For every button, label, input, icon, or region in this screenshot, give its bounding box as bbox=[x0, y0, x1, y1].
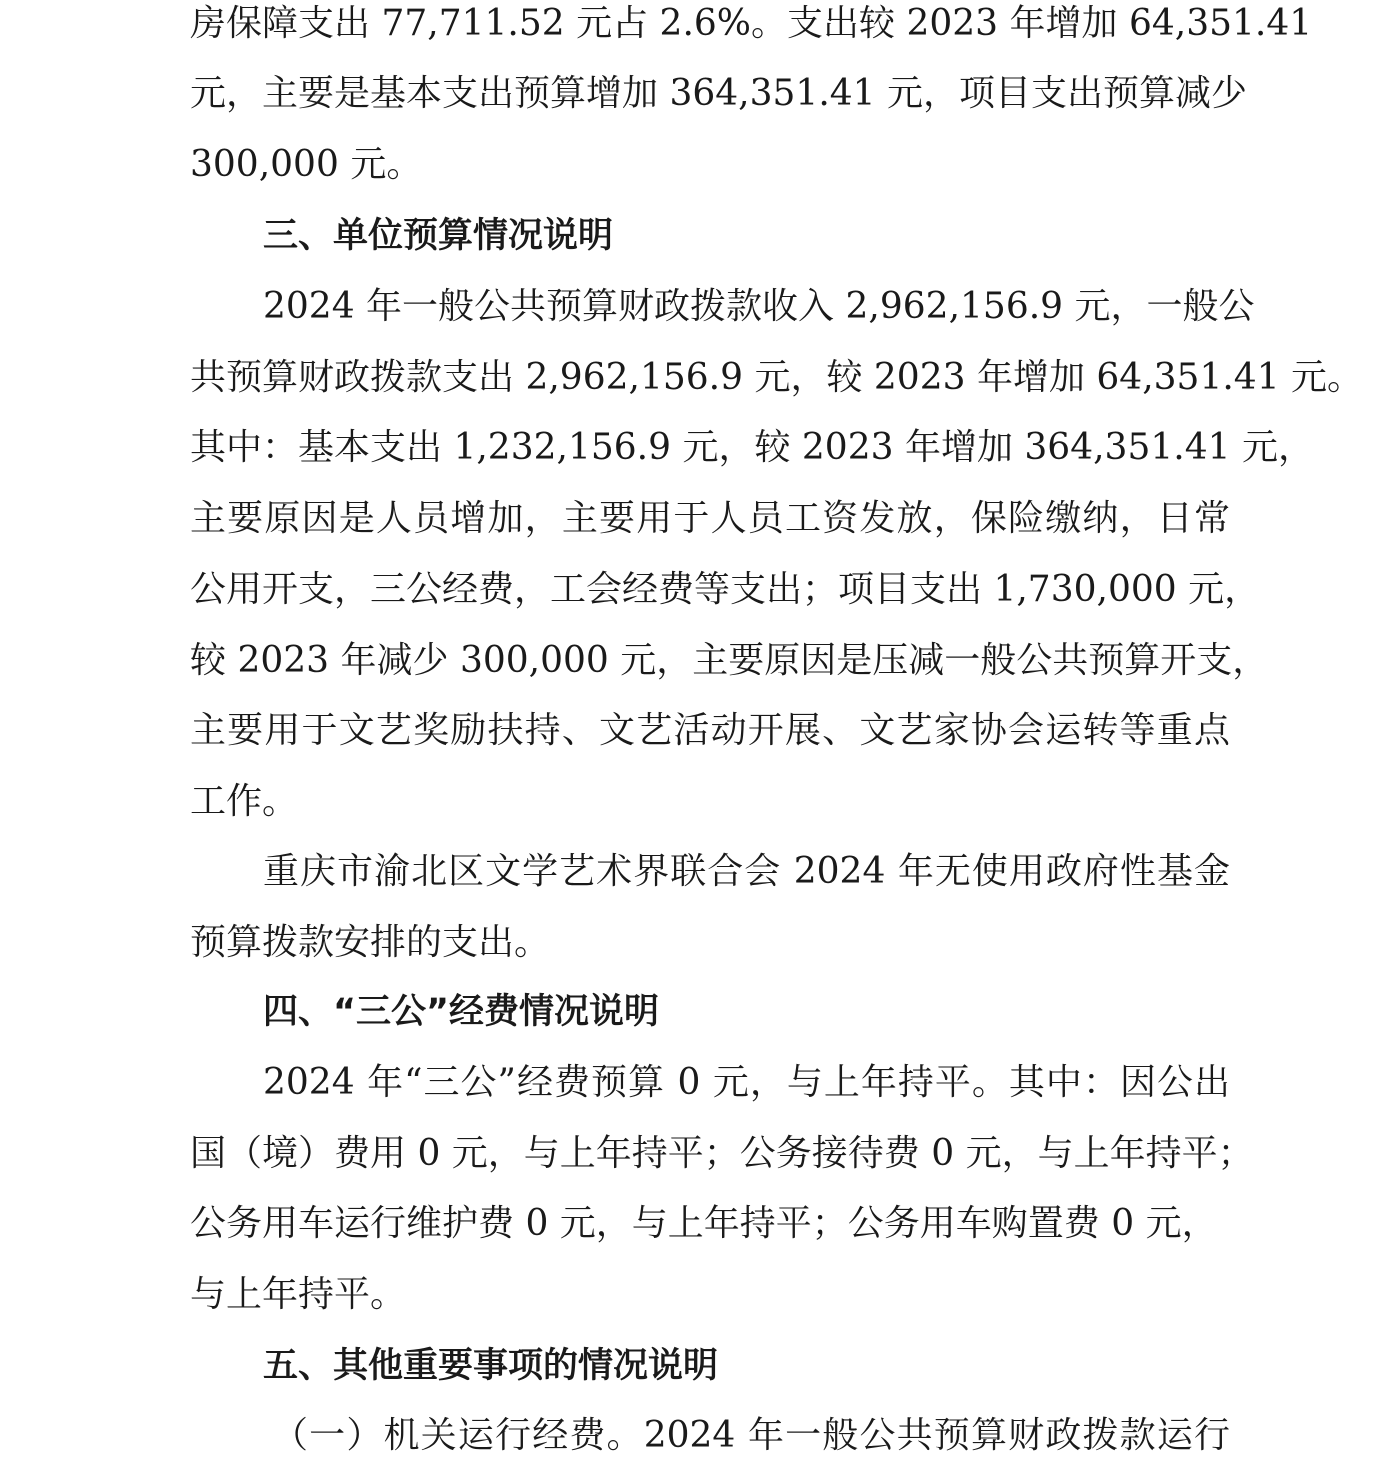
paragraph-line: 房保障支出 77,711.52 元占 2.6%。支出较 2023 年增加 64,351.41 bbox=[190, 3, 1313, 44]
paragraph-line: 国（境）费用 0 元，与上年持平；公务接待费 0 元，与上年持平； bbox=[190, 1133, 1254, 1174]
paragraph-line: （一）机关运行经费。2024 年一般公共预算财政拨款运行 bbox=[272, 1415, 1230, 1456]
paragraph-line: 公用开支，三公经费，工会经费等支出；项目支出 1,730,000 元， bbox=[190, 569, 1261, 610]
paragraph-line: 300,000 元。 bbox=[190, 144, 423, 185]
paragraph-line: 公务用车运行维护费 0 元，与上年持平；公务用车购置费 0 元， bbox=[190, 1203, 1218, 1244]
paragraph-line: 主要原因是人员增加，主要用于人员工资发放，保险缴纳，日常 bbox=[190, 498, 1230, 539]
section-heading-5: 五、其他重要事项的情况说明 bbox=[263, 1346, 719, 1386]
section-heading-4: 四、“三公”经费情况说明 bbox=[263, 992, 660, 1032]
paragraph-line: 2024 年“三公”经费预算 0 元，与上年持平。其中：因公出 bbox=[263, 1062, 1230, 1103]
paragraph-line: 预算拨款安排的支出。 bbox=[190, 922, 551, 963]
paragraph-line: 重庆市渝北区文学艺术界联合会 2024 年无使用政府性基金 bbox=[263, 851, 1230, 892]
paragraph-line: 元，主要是基本支出预算增加 364,351.41 元，项目支出预算减少 bbox=[190, 73, 1248, 114]
paragraph-line: 其中：基本支出 1,232,156.9 元，较 2023 年增加 364,351.41 元， bbox=[190, 427, 1314, 468]
paragraph-line: 主要用于文艺奖励扶持、文艺活动开展、文艺家协会运转等重点 bbox=[190, 710, 1230, 751]
paragraph-line: 2024 年一般公共预算财政拨款收入 2,962,156.9 元，一般公 bbox=[263, 286, 1255, 327]
paragraph-line: 与上年持平。 bbox=[190, 1274, 407, 1315]
paragraph-line: 较 2023 年减少 300,000 元，主要原因是压减一般公共预算开支， bbox=[190, 640, 1269, 681]
paragraph-line: 工作。 bbox=[190, 781, 299, 822]
paragraph-line: 共预算财政拨款支出 2,962,156.9 元，较 2023 年增加 64,351.41 元。 bbox=[190, 357, 1364, 398]
section-heading-3: 三、单位预算情况说明 bbox=[263, 216, 614, 256]
